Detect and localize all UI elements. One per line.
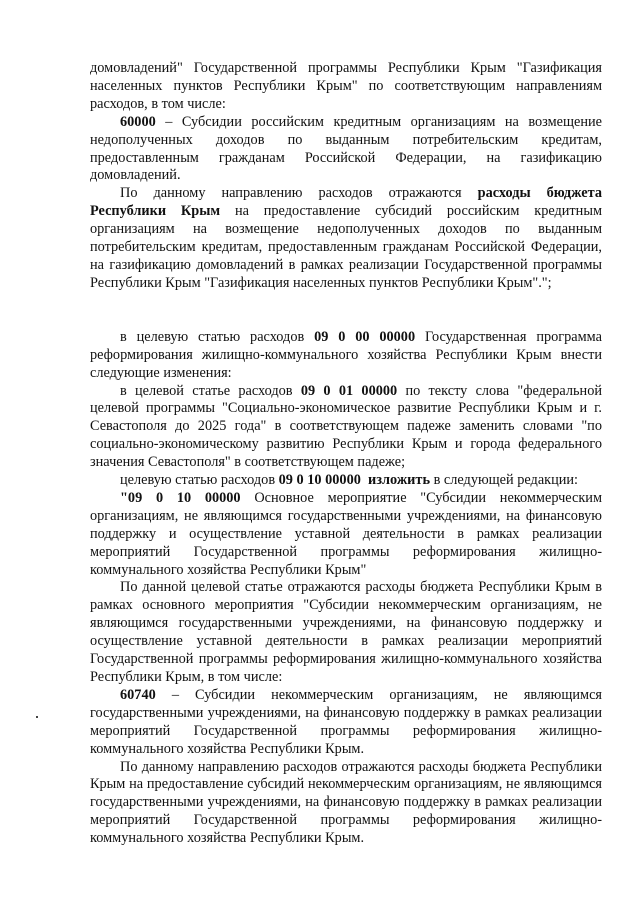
code-09-0-10-00000-quoted: "09 0 10 00000 — [120, 489, 241, 506]
code-09-0-01-00000: 09 0 01 00000 — [300, 382, 398, 399]
paragraph-5-text: по тексту слова "федеральной целевой программы "Социально-экономическое развитие Республики Крым и г. Севастополя до 2025 года" в соответствующем падеже заменить словами "по социально-экономическому развитию Республики Крым и города федерального значения Севастополя" в соответствующем падеже; — [90, 382, 602, 471]
code-09-0-00-00000: 09 0 00 00000 — [314, 328, 416, 345]
paragraph-2 — [90, 114, 602, 186]
paragraph-4 — [90, 329, 602, 383]
document-page — [90, 60, 602, 848]
paragraph-9-text: – Субсидии некоммерческим организациям, не являющимся государственными учреждениями, на финансовую поддержку в рамках реализации мероприятий Государственной программы реформирования жилищно-коммунального хозяйства Республики Крым. — [90, 686, 602, 757]
paragraph-9 — [90, 687, 602, 759]
paragraph-5 — [90, 383, 602, 473]
paragraph-8 — [90, 579, 602, 686]
paragraph-3-text: на предоставление субсидий российским кредитным организациям на возмещение недополученных доходов по выданным потребительским кредитам, предоставленным гражданам Российской Федерации, на газификацию домовладений в рамках реализации Государственной программы Республики Крым "Газификация населенных пунктов Республики Крым"."; — [90, 203, 602, 291]
paragraph-4-text: Государственная программа реформирования жилищно-коммунального хозяйства Республики Крым внести следующие изменения: — [90, 328, 602, 381]
blank-gap — [90, 293, 602, 329]
paragraph-3-lead: По данному направлению расходов отражаются — [120, 185, 478, 202]
code-09-0-10-00000: 09 0 10 00000 — [278, 472, 361, 489]
paragraph-1-text: домовладений" Государственной программы Республики Крым "Газификация населенных пунктов Республики Крым" по соответствующим направлениям расходов, в том числе: — [90, 60, 602, 112]
paragraph-1 — [90, 60, 602, 114]
paragraph-4-lead: в целевую статью расходов — [120, 328, 315, 345]
scan-dot — [36, 716, 38, 718]
paragraph-10-text: По данному направлению расходов отражаются расходы бюджета Республики Крым на предоставление субсидий некоммерческим организациям, не являющимся государственными учреждениями, на финансовую поддержку в рамках реализации мероприятий Государственной программы реформирования жилищно-коммунального хозяйства Республики Крым. — [90, 758, 602, 847]
paragraph-7-text: Основное мероприятие "Субсидии некоммерческим организациям, не являющимся государственными учреждениями, на финансовую поддержку и осуществление уставной деятельности в рамках реализации мероприятий Государственной программы реформирования жилищно-коммунального хозяйства Республики Крым" — [90, 489, 603, 578]
paragraph-3 — [90, 185, 602, 292]
paragraph-6-text: в следующей редакции: — [430, 472, 579, 489]
paragraph-2-text: – Субсидии российским кредитным организациям на возмещение недополученных доходов по выданным потребительским кредитам, предоставленным гражданам Российской Федерации, на газификацию домовладений. — [90, 113, 602, 184]
paragraph-7 — [90, 490, 602, 580]
paragraph-6 — [90, 472, 602, 490]
paragraph-6-bold: изложить — [360, 472, 431, 489]
paragraph-8-text: По данной целевой статье отражаются расходы бюджета Республики Крым в рамках основного мероприятия "Субсидии некоммерческим организациям, не являющимся государственными учреждениями, на финансовую поддержку и осуществление уставной деятельности в рамках реализации мероприятий Государственной программы реформирования жилищно-коммунального хозяйства Республики Крым, в том числе: — [90, 579, 602, 685]
code-60000: 60000 — [120, 113, 156, 130]
paragraph-10 — [90, 759, 602, 849]
paragraph-3-bold: расходы бюджета Республики Крым — [90, 185, 602, 220]
code-60740: 60740 — [120, 686, 156, 703]
paragraph-5-lead: в целевой статье расходов — [120, 382, 301, 399]
paragraph-6-lead: целевую статью расходов — [120, 472, 279, 489]
